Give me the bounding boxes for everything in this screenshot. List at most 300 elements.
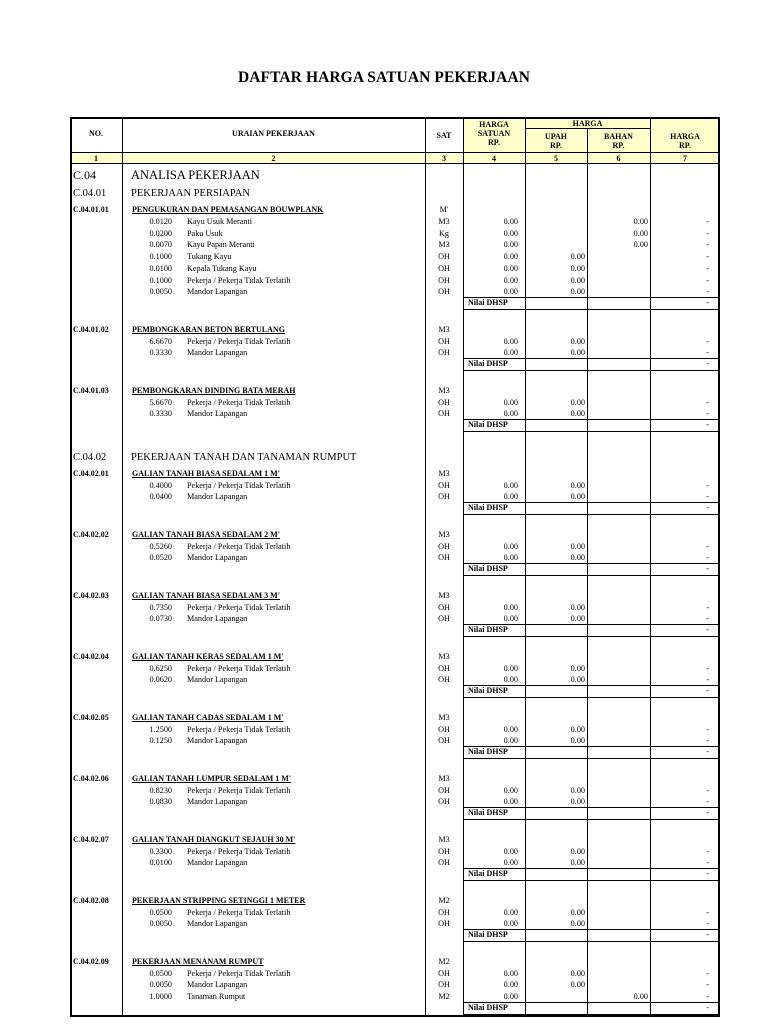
- header-harga-group: HARGA: [572, 119, 603, 128]
- coefficient: 0.0500: [149, 968, 172, 978]
- component-description: Mandor Lapangan: [187, 736, 248, 746]
- coefficient: 0.3330: [149, 348, 172, 358]
- harga-value: -: [706, 252, 709, 261]
- harga-satuan-value: 0.00: [503, 492, 518, 502]
- upah-value: 0.00: [570, 736, 585, 746]
- coefficient: 0.0050: [149, 980, 172, 990]
- component-description: Mandor Lapangan: [187, 919, 248, 929]
- header-bahan-line2: RP.: [612, 141, 625, 150]
- header-upah: [525, 132, 587, 150]
- col-number-4: 4: [492, 154, 496, 163]
- component-unit: OH: [438, 409, 450, 419]
- harga-satuan-value: 0.00: [503, 275, 518, 285]
- coefficient: 6.6670: [149, 336, 172, 346]
- upah-value: 0.00: [570, 409, 585, 419]
- work-item-name: GALIAN TANAH BIASA SEDALAM 2 M': [132, 529, 280, 539]
- subsection-heading-row: [70, 452, 720, 466]
- component-row: [70, 480, 720, 492]
- subsection-name: PEKERJAAN TANAH DAN TANAMAN RUMPUT: [131, 451, 357, 463]
- harga-satuan-value: 0.00: [503, 919, 518, 929]
- component-unit: OH: [438, 907, 450, 917]
- component-unit: OH: [438, 541, 450, 551]
- component-row: [70, 602, 720, 614]
- dhsp-label: Nilai DHSP: [468, 564, 508, 573]
- component-description: Pekerja / Pekerja Tidak Terlatih: [187, 785, 291, 795]
- upah-value: 0.00: [570, 675, 585, 685]
- upah-value: 0.00: [570, 785, 585, 795]
- coefficient: 0.7350: [149, 602, 172, 612]
- col-number-1: 1: [94, 154, 98, 163]
- component-row: [70, 216, 720, 228]
- harga-value: -: [706, 980, 709, 990]
- upah-value: 0.00: [570, 602, 585, 612]
- coefficient: 0.3330: [149, 409, 172, 419]
- component-description: Pekerja / Pekerja Tidak Terlatih: [187, 907, 291, 917]
- upah-value: 0.00: [570, 846, 585, 856]
- dhsp-bottom-rule: [463, 941, 720, 942]
- upah-value: 0.00: [570, 541, 585, 551]
- component-row: [70, 968, 720, 980]
- component-row: [70, 228, 720, 240]
- harga-value: -: [706, 919, 709, 929]
- header-harga-total: [650, 132, 720, 150]
- harga-satuan-value: 0.00: [503, 980, 518, 990]
- component-unit: OH: [438, 797, 450, 807]
- harga-satuan-value: 0.00: [503, 968, 518, 978]
- section-heading-row: [70, 169, 720, 187]
- component-unit: OH: [438, 480, 450, 490]
- harga-value: -: [706, 480, 709, 490]
- dhsp-row: [70, 358, 720, 370]
- section-code: C.04: [73, 168, 97, 182]
- component-description: Kayu Papan Meranti: [187, 240, 255, 250]
- work-item-unit: M3: [438, 590, 450, 600]
- upah-value: 0.00: [570, 252, 585, 261]
- dhsp-label: Nilai DHSP: [468, 686, 508, 695]
- component-description: Mandor Lapangan: [187, 858, 248, 868]
- component-row: [70, 239, 720, 251]
- header-upah-line1: UPAH: [544, 132, 568, 141]
- dhsp-label: Nilai DHSP: [468, 625, 508, 634]
- harga-value: -: [706, 736, 709, 746]
- coefficient: 0.0100: [149, 858, 172, 868]
- harga-value: -: [706, 858, 709, 868]
- upah-value: 0.00: [570, 553, 585, 563]
- work-item-name: PEKERJAAN STRIPPING SETINGGI 1 METER: [132, 895, 306, 905]
- work-item-name: GALIAN TANAH KERAS SEDALAM 1 M': [132, 651, 284, 661]
- harga-value: -: [706, 968, 709, 978]
- harga-value: -: [706, 336, 709, 346]
- component-unit: OH: [438, 736, 450, 746]
- component-unit: OH: [438, 287, 450, 297]
- upah-value: 0.00: [570, 797, 585, 807]
- coefficient: 0.3300: [149, 846, 172, 856]
- coefficient: 0.0520: [149, 553, 172, 563]
- header-uraian: URAIAN PEKERJAAN: [232, 129, 315, 138]
- component-row: [70, 263, 720, 275]
- component-row: [70, 541, 720, 553]
- upah-value: 0.00: [570, 397, 585, 407]
- header-bahan: [587, 132, 650, 150]
- work-item-code: C.04.02.05: [73, 712, 109, 722]
- component-description: Pekerja / Pekerja Tidak Terlatih: [187, 724, 291, 734]
- work-item-code: C.04.02.07: [73, 834, 109, 844]
- harga-value: -: [706, 541, 709, 551]
- component-unit: Kg: [438, 228, 449, 238]
- harga-value: -: [706, 397, 709, 407]
- component-unit: OH: [438, 336, 450, 346]
- work-item-unit: M3: [438, 529, 450, 539]
- harga-satuan-value: 0.00: [503, 541, 518, 551]
- work-item-code: C.04.02.06: [73, 773, 109, 783]
- component-description: Pekerja / Pekerja Tidak Terlatih: [187, 846, 291, 856]
- component-unit: OH: [438, 968, 450, 978]
- component-description: Pekerja / Pekerja Tidak Terlatih: [187, 275, 291, 285]
- header-harga-satuan-line3: RP.: [488, 138, 500, 147]
- work-item-name: PEMBONGKARAN DINDING BATA MERAH: [132, 385, 296, 395]
- harga-value: -: [706, 675, 709, 685]
- dhsp-label: Nilai DHSP: [468, 298, 508, 307]
- harga-satuan-value: 0.00: [503, 785, 518, 795]
- harga-value: -: [706, 724, 709, 734]
- component-description: Kepala Tukang Kayu: [187, 263, 257, 273]
- dhsp-bottom-rule: [463, 758, 720, 759]
- component-unit: OH: [438, 614, 450, 624]
- dhsp-value: -: [706, 686, 709, 695]
- component-description: Mandor Lapangan: [187, 348, 248, 358]
- harga-satuan-value: 0.00: [503, 480, 518, 490]
- component-description: Mandor Lapangan: [187, 287, 248, 297]
- coefficient: 0.1000: [149, 275, 172, 285]
- harga-value: -: [706, 553, 709, 563]
- work-item-code: C.04.02.03: [73, 590, 109, 600]
- work-item-unit: M2: [438, 895, 450, 905]
- dhsp-value: -: [706, 808, 709, 817]
- component-unit: OH: [438, 785, 450, 795]
- harga-value: -: [706, 240, 709, 250]
- component-row: [70, 251, 720, 263]
- header-no: NO.: [89, 129, 103, 138]
- component-description: Pekerja / Pekerja Tidak Terlatih: [187, 541, 291, 551]
- work-item-name: PEKERJAAN MENANAM RUMPUT: [132, 956, 264, 966]
- work-item-header: [70, 529, 720, 541]
- header-bahan-line1: BAHAN: [604, 132, 633, 141]
- coefficient: 0.0200: [149, 228, 172, 238]
- harga-satuan-value: 0.00: [503, 252, 518, 261]
- header-sat: SAT: [436, 131, 452, 140]
- dhsp-bottom-rule: [463, 514, 720, 515]
- component-unit: OH: [438, 252, 450, 261]
- harga-value: -: [706, 348, 709, 358]
- component-unit: OH: [438, 348, 450, 358]
- component-unit: OH: [438, 492, 450, 502]
- table-top-border: [70, 117, 720, 119]
- work-item-code: C.04.02.02: [73, 529, 109, 539]
- work-item-unit: M3: [438, 385, 450, 395]
- subsection-name: PEKERJAAN PERSIAPAN: [131, 188, 250, 199]
- coefficient: 0.0050: [149, 919, 172, 929]
- harga-satuan-value: 0.00: [503, 614, 518, 624]
- work-item-name: PENGUKURAN DAN PEMASANGAN BOUWPLANK: [132, 205, 324, 214]
- component-unit: OH: [438, 602, 450, 612]
- harga-satuan-value: 0.00: [503, 797, 518, 807]
- harga-satuan-value: 0.00: [503, 287, 518, 297]
- component-unit: M2: [438, 992, 450, 1001]
- component-description: Mandor Lapangan: [187, 797, 248, 807]
- component-row: [70, 663, 720, 675]
- harga-value: -: [706, 614, 709, 624]
- work-item-name: GALIAN TANAH BIASA SEDALAM 3 M': [132, 590, 280, 600]
- work-item-code: C.04.01.02: [73, 324, 109, 334]
- coefficient: 0.4000: [149, 480, 172, 490]
- harga-satuan-value: 0.00: [503, 336, 518, 346]
- col-number-bottom-border: [70, 163, 720, 164]
- work-item-name: GALIAN TANAH BIASA SEDALAM 1 M': [132, 468, 280, 478]
- bahan-value: 0.00: [633, 992, 648, 1001]
- component-row: [70, 724, 720, 736]
- harga-satuan-value: 0.00: [503, 736, 518, 746]
- coefficient: 0.0050: [149, 287, 172, 297]
- coefficient: 1.2500: [149, 724, 172, 734]
- header-harga-satuan: [463, 120, 525, 147]
- work-item-unit: M3: [438, 773, 450, 783]
- work-item-code: C.04.02.04: [73, 651, 109, 661]
- work-item-header: [70, 834, 720, 846]
- dhsp-row: [70, 419, 720, 431]
- dhsp-row: [70, 929, 720, 941]
- header-harga-satuan-line2: SATUAN: [477, 129, 511, 138]
- component-unit: OH: [438, 846, 450, 856]
- work-item-code: C.04.02.01: [73, 468, 109, 478]
- dhsp-row: [70, 868, 720, 880]
- harga-value: -: [706, 785, 709, 795]
- work-item-unit: M3: [438, 712, 450, 722]
- component-unit: OH: [438, 858, 450, 868]
- work-item-code: C.04.02.09: [73, 956, 109, 966]
- dhsp-bottom-rule: [463, 370, 720, 371]
- dhsp-value: -: [706, 1002, 709, 1012]
- header-bottom-border: [70, 152, 720, 153]
- component-unit: OH: [438, 663, 450, 673]
- coefficient: 0.0400: [149, 492, 172, 502]
- component-row: [70, 979, 720, 991]
- work-item-unit: M3: [438, 834, 450, 844]
- upah-value: 0.00: [570, 980, 585, 990]
- table-bottom-border: [70, 1015, 720, 1017]
- dhsp-value: -: [706, 747, 709, 756]
- harga-satuan-value: 0.00: [503, 228, 518, 238]
- component-description: Tukang Kayu: [187, 252, 232, 261]
- work-item-header: [70, 651, 720, 663]
- upah-value: 0.00: [570, 614, 585, 624]
- harga-satuan-value: 0.00: [503, 263, 518, 273]
- component-description: Pekerja / Pekerja Tidak Terlatih: [187, 397, 291, 407]
- component-unit: OH: [438, 553, 450, 563]
- work-item-unit: M2: [438, 956, 450, 966]
- work-item-header: [70, 773, 720, 785]
- dhsp-label: Nilai DHSP: [468, 1002, 508, 1012]
- upah-value: 0.00: [570, 724, 585, 734]
- dhsp-label: Nilai DHSP: [468, 930, 508, 939]
- upah-value: 0.00: [570, 968, 585, 978]
- page-title: DAFTAR HARGA SATUAN PEKERJAAN: [237, 69, 531, 86]
- col-number-5: 5: [554, 154, 558, 163]
- work-item-header: [70, 468, 720, 480]
- component-row: [70, 907, 720, 919]
- component-description: Mandor Lapangan: [187, 409, 248, 419]
- work-item-header: [70, 590, 720, 602]
- header-harga-total-line1: HARGA: [670, 132, 700, 141]
- harga-value: -: [706, 228, 709, 238]
- dhsp-bottom-rule: [463, 575, 720, 576]
- dhsp-value: -: [706, 625, 709, 634]
- harga-value: -: [706, 846, 709, 856]
- coefficient: 0.0830: [149, 797, 172, 807]
- work-item-code: C.04.01.01: [73, 205, 109, 214]
- component-description: Mandor Lapangan: [187, 675, 248, 685]
- work-item-unit: M3: [438, 468, 450, 478]
- dhsp-bottom-rule: [463, 1014, 720, 1015]
- coefficient: 0.8230: [149, 785, 172, 795]
- harga-satuan-value: 0.00: [503, 553, 518, 563]
- component-description: Tanaman Rumput: [187, 992, 246, 1001]
- work-item-header: [70, 895, 720, 907]
- upah-value: 0.00: [570, 480, 585, 490]
- work-item-header: [70, 956, 720, 968]
- component-unit: OH: [438, 919, 450, 929]
- dhsp-value: -: [706, 930, 709, 939]
- component-unit: M3: [438, 240, 450, 250]
- subsection-code: C.04.02: [73, 451, 107, 463]
- work-item-unit: M': [439, 205, 449, 214]
- dhsp-bottom-rule: [463, 697, 720, 698]
- coefficient: 0.1250: [149, 736, 172, 746]
- upah-value: 0.00: [570, 919, 585, 929]
- dhsp-value: -: [706, 359, 709, 368]
- harga-value: -: [706, 797, 709, 807]
- coefficient: 1.0000: [149, 992, 172, 1001]
- dhsp-value: -: [706, 503, 709, 512]
- price-analysis-table: [70, 117, 720, 1017]
- dhsp-bottom-rule: [463, 431, 720, 432]
- work-item-header: [70, 385, 720, 397]
- harga-satuan-value: 0.00: [503, 675, 518, 685]
- work-item-name: PEMBONGKARAN BETON BERTULANG: [132, 324, 285, 334]
- harga-value: -: [706, 287, 709, 297]
- upah-value: 0.00: [570, 275, 585, 285]
- component-description: Mandor Lapangan: [187, 492, 248, 502]
- col-number-7: 7: [683, 154, 687, 163]
- component-description: Pekerja / Pekerja Tidak Terlatih: [187, 602, 291, 612]
- coefficient: 0.0070: [149, 240, 172, 250]
- harga-satuan-value: 0.00: [503, 907, 518, 917]
- harga-value: -: [706, 663, 709, 673]
- coefficient: 0.0620: [149, 675, 172, 685]
- harga-value: -: [706, 992, 709, 1001]
- dhsp-row: [70, 624, 720, 636]
- dhsp-label: Nilai DHSP: [468, 420, 508, 429]
- dhsp-row: [70, 297, 720, 309]
- component-description: Mandor Lapangan: [187, 980, 248, 990]
- upah-value: 0.00: [570, 348, 585, 358]
- component-description: Pekerja / Pekerja Tidak Terlatih: [187, 968, 291, 978]
- harga-satuan-value: 0.00: [503, 992, 518, 1001]
- component-row: [70, 397, 720, 409]
- dhsp-row: [70, 502, 720, 514]
- work-item-name: GALIAN TANAH DIANGKUT SEJAUH 30 M': [132, 834, 296, 844]
- work-item-unit: M3: [438, 651, 450, 661]
- bahan-value: 0.00: [633, 216, 648, 226]
- component-unit: OH: [438, 275, 450, 285]
- upah-value: 0.00: [570, 492, 585, 502]
- dhsp-label: Nilai DHSP: [468, 808, 508, 817]
- component-description: Kayu Usuk Meranti: [187, 216, 253, 226]
- dhsp-row: [70, 563, 720, 575]
- component-description: Pekerja / Pekerja Tidak Terlatih: [187, 663, 291, 673]
- coefficient: 0.1000: [149, 252, 172, 261]
- col-number-3: 3: [442, 154, 446, 163]
- dhsp-row: [70, 1002, 720, 1014]
- harga-value: -: [706, 263, 709, 273]
- work-item-header: [70, 204, 720, 216]
- coefficient: 0.5260: [149, 541, 172, 551]
- harga-value: -: [706, 602, 709, 612]
- header-upah-line2: RP.: [550, 141, 562, 150]
- subsection-code: C.04.01: [73, 188, 107, 199]
- component-description: Pekerja / Pekerja Tidak Terlatih: [187, 480, 291, 490]
- dhsp-label: Nilai DHSP: [468, 869, 508, 878]
- work-item-code: C.04.02.08: [73, 895, 109, 905]
- bahan-value: 0.00: [633, 240, 648, 250]
- work-item-unit: M3: [438, 324, 450, 334]
- header-harga-satuan-line1: HARGA: [479, 120, 509, 129]
- dhsp-label: Nilai DHSP: [468, 503, 508, 512]
- harga-satuan-value: 0.00: [503, 602, 518, 612]
- harga-satuan-value: 0.00: [503, 216, 518, 226]
- bahan-value: 0.00: [633, 228, 648, 238]
- component-unit: OH: [438, 675, 450, 685]
- dhsp-value: -: [706, 420, 709, 429]
- component-unit: M3: [438, 216, 450, 226]
- dhsp-label: Nilai DHSP: [468, 747, 508, 756]
- component-description: Mandor Lapangan: [187, 553, 248, 563]
- col-number-2: 2: [271, 154, 276, 163]
- harga-satuan-value: 0.00: [503, 846, 518, 856]
- component-unit: OH: [438, 980, 450, 990]
- component-row: [70, 785, 720, 797]
- harga-satuan-value: 0.00: [503, 409, 518, 419]
- upah-value: 0.00: [570, 287, 585, 297]
- component-description: Paku Usuk: [187, 228, 223, 238]
- coefficient: 0.6250: [149, 663, 172, 673]
- col-number-6: 6: [616, 154, 621, 163]
- harga-value: -: [706, 492, 709, 502]
- component-description: Mandor Lapangan: [187, 614, 248, 624]
- component-description: Pekerja / Pekerja Tidak Terlatih: [187, 336, 291, 346]
- dhsp-row: [70, 746, 720, 758]
- header-harga-total-line2: RP.: [679, 141, 691, 150]
- component-unit: OH: [438, 724, 450, 734]
- work-item-header: [70, 324, 720, 336]
- subsection-heading-row: [70, 188, 720, 202]
- dhsp-row: [70, 685, 720, 697]
- dhsp-row: [70, 807, 720, 819]
- harga-satuan-value: 0.00: [503, 240, 518, 250]
- component-unit: OH: [438, 397, 450, 407]
- harga-satuan-value: 0.00: [503, 724, 518, 734]
- harga-satuan-value: 0.00: [503, 858, 518, 868]
- coefficient: 0.0100: [149, 263, 172, 273]
